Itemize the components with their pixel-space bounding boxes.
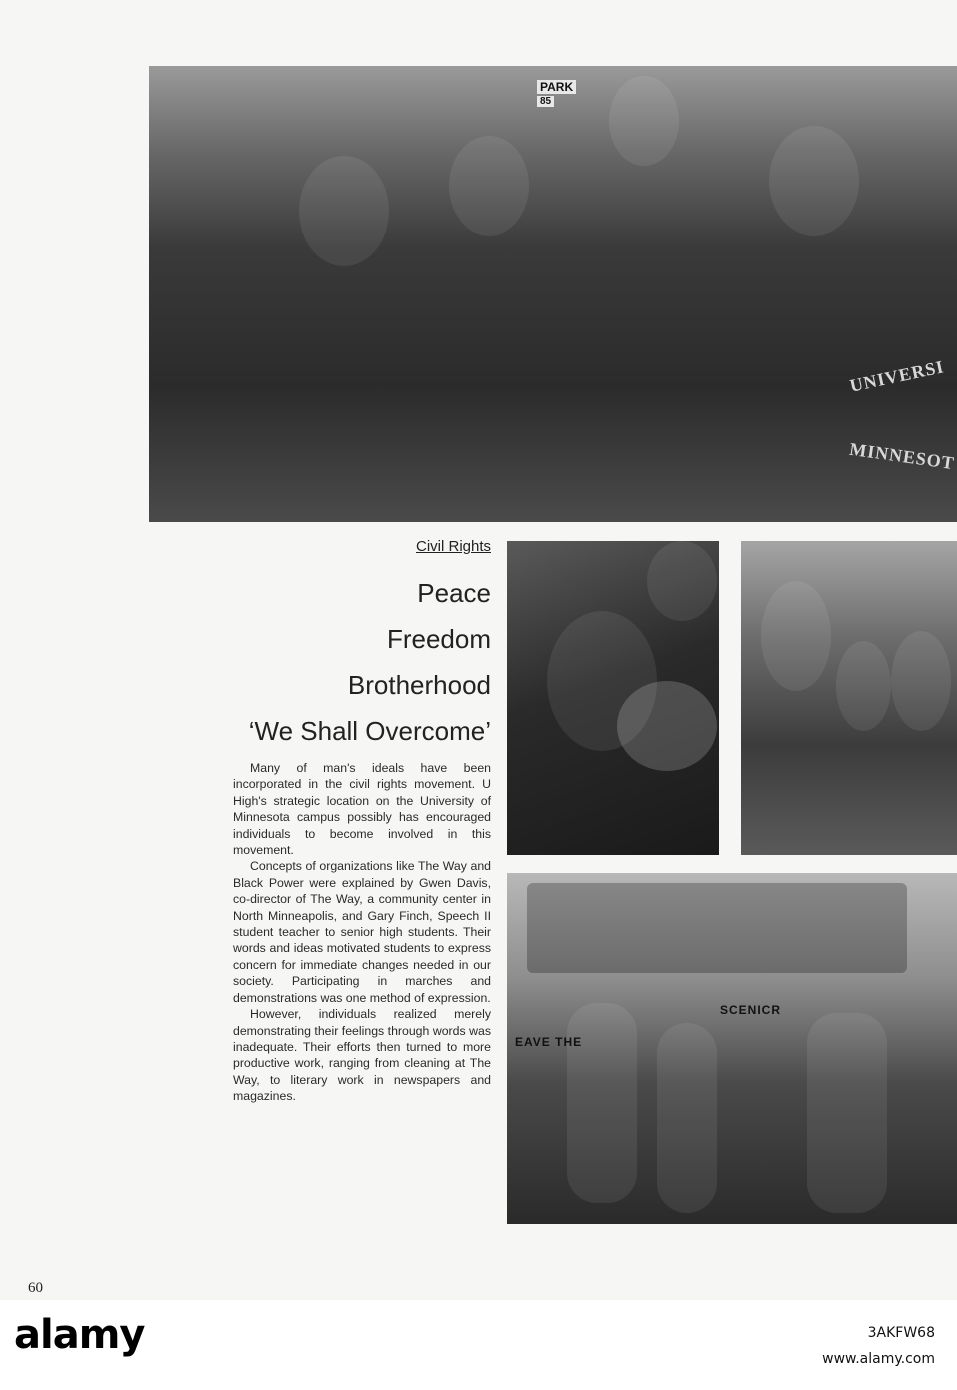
bus-text-right: SCENICR (720, 1003, 782, 1017)
headline-line-2: Freedom (386, 624, 491, 654)
sweatshirt-text-top: UNIVERSI (847, 356, 946, 396)
site-url: www.alamy.com (822, 1351, 935, 1367)
article-body (233, 760, 491, 1105)
sweatshirt-text-bottom: MINNESOT (848, 438, 956, 474)
page-number: 60 (28, 1280, 43, 1296)
paragraph-2: Concepts of organizations like The Way and Black Power were explained by Gwen Davis, co-director of The Way, a community center in North Minneapolis, and Gary Finch, Speech II student teacher to senior high students. Their words and ideas motivated students to express concern for immediate changes needed in our society. Participating in marches and demonstrations was one method of expression. (233, 859, 491, 1005)
image-id: 3AKFW68 (867, 1325, 935, 1341)
headline-line-4: ‘We Shall Overcome’ (248, 716, 491, 746)
headline-line-3: Brotherhood (347, 670, 491, 700)
section-label: Civil Rights (415, 538, 491, 555)
paragraph-3: However, individuals realized merely demonstrating their feelings through words was inadequate. Their efforts then turned to more productive work, ranging from cleaning at The Way, to literary work in newspapers and magazines. (233, 1007, 491, 1104)
alamy-logo: alamy (14, 1312, 145, 1358)
photo-boys-by-bus (507, 873, 957, 1224)
park-sign: PARK (537, 80, 576, 94)
park-sign-price: 85 (537, 96, 554, 107)
paragraph-1: Many of man's ideals have been incorporated in the civil rights movement. U High's strategic location on the University of Minnesota campus possibly has encouraged individuals to become involved in this movement. (233, 761, 491, 858)
photo-boy-hooded-coat (507, 541, 719, 855)
photo-group-outdoors (741, 541, 957, 855)
photo-march-crowd (149, 66, 957, 522)
bus-text-left: EAVE THE (515, 1035, 583, 1049)
headline-line-1: Peace (417, 578, 491, 608)
footer-meta (822, 1320, 935, 1372)
